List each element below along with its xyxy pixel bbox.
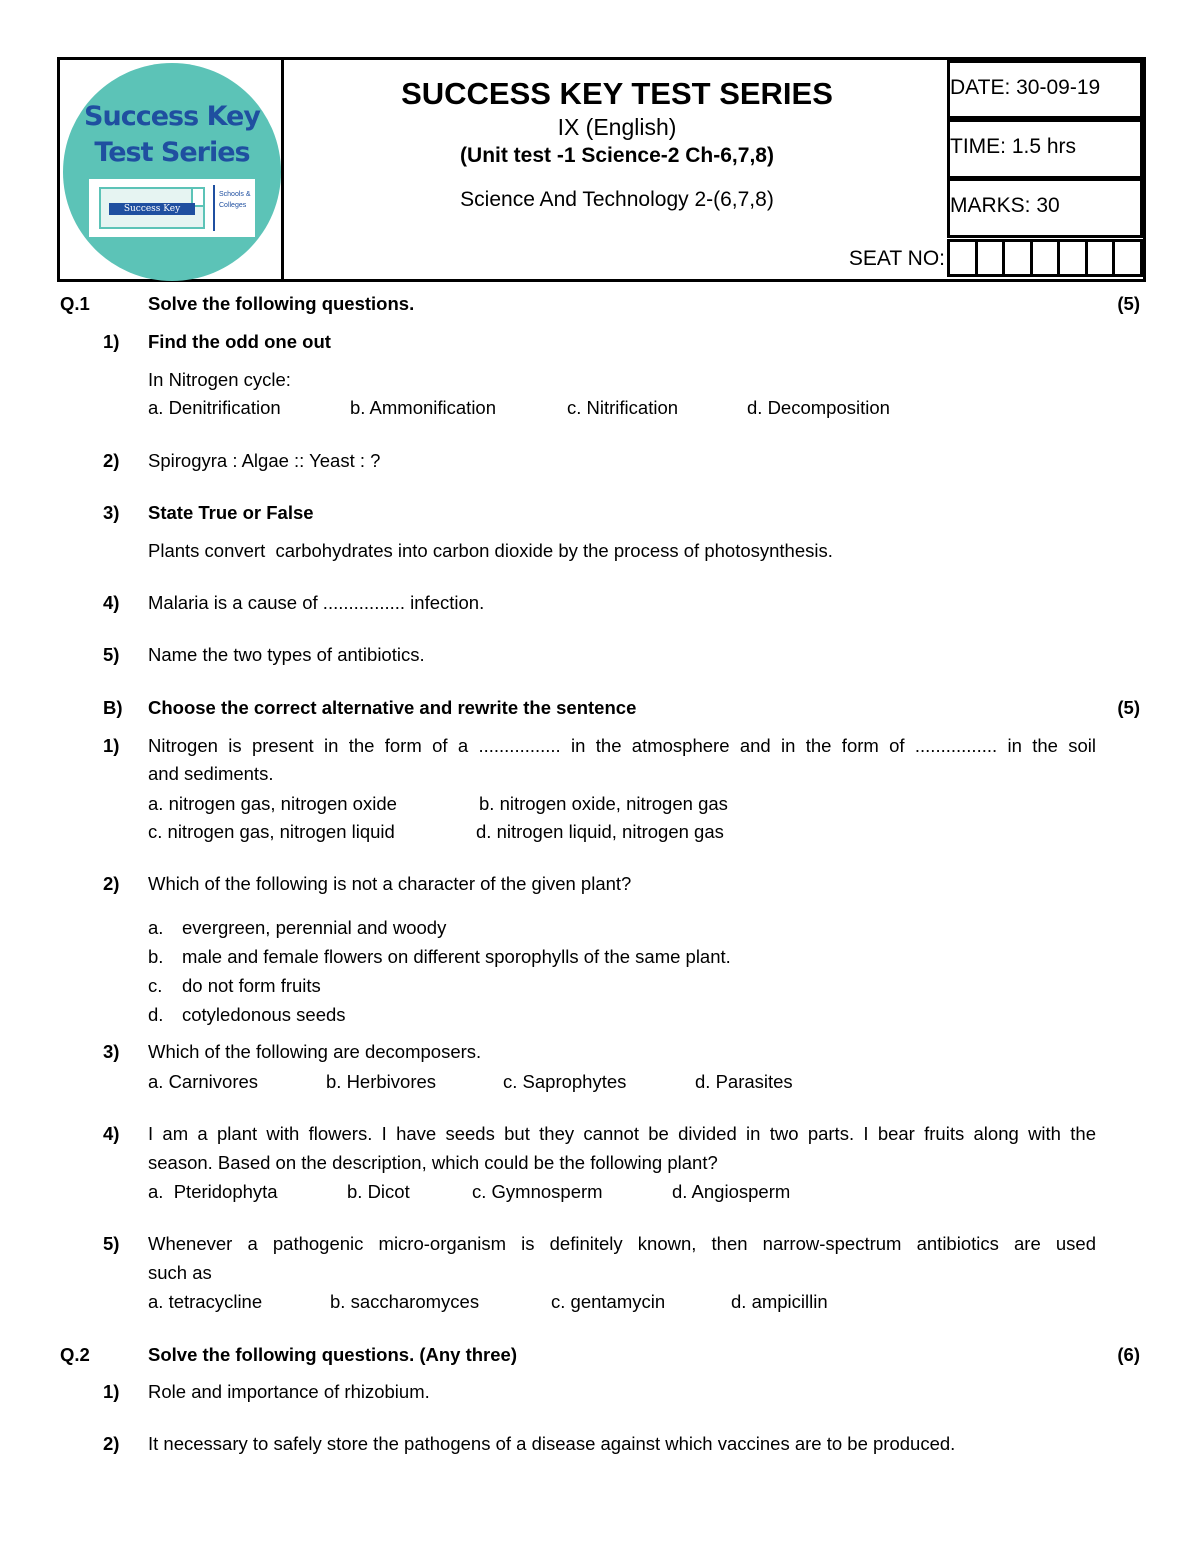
q1-3-num: 3) [103, 502, 120, 523]
logo [63, 63, 281, 281]
q1b-5-option-d: d. ampicillin [731, 1291, 828, 1312]
q1b-5-option-b: b. saccharomyces [330, 1291, 480, 1312]
q2-label: Q.2 [60, 1344, 90, 1365]
subject-title: Science And Technology 2-(6,7,8) [460, 188, 774, 211]
q1b-4-num: 4) [103, 1123, 120, 1144]
q1-1-option-b: b. Ammonification [350, 397, 497, 418]
seat-box [1115, 242, 1140, 274]
class-subtitle: IX (English) [557, 114, 677, 140]
logo-tag: Schools & Colleges [219, 191, 251, 209]
q1-5-num: 5) [103, 644, 120, 665]
q1-heading: Solve the following questions. [148, 293, 415, 314]
q1b-1-num: 1) [103, 735, 120, 756]
q1b-3-text: Which of the following are decomposers. [148, 1041, 482, 1062]
q1b-2-option-a-letter: a. [148, 917, 164, 938]
seat-box [1033, 242, 1061, 274]
q1-1-text: In Nitrogen cycle: [148, 369, 291, 390]
logo-cell [60, 60, 284, 279]
date-box: DATE: 30-09-19 [947, 60, 1143, 119]
q1b-2-num: 2) [103, 873, 120, 894]
q1b-2-option-a: evergreen, perennial and woody [182, 917, 447, 938]
seat-box [1088, 242, 1116, 274]
unit-title: (Unit test -1 Science-2 Ch-6,7,8) [460, 144, 774, 167]
q1b-4-option-b: b. Dicot [347, 1181, 410, 1202]
time-box: TIME: 1.5 hrs [947, 119, 1143, 179]
seat-box [978, 242, 1006, 274]
q1-2-num: 2) [103, 450, 120, 471]
q1b-5-option-a: a. tetracycline [148, 1291, 263, 1312]
q1b-2-option-c: do not form fruits [182, 975, 321, 996]
q1b-1-line2: and sediments. [148, 763, 274, 784]
q1b-1-line1: Nitrogen is present in the form of a ................ in the atmosphere and in the form of ................ in the soil [148, 735, 1096, 756]
seat-box [1060, 242, 1088, 274]
q1b-5-line2: such as [148, 1262, 212, 1283]
q1b-1-option-d: d. nitrogen liquid, nitrogen gas [476, 821, 724, 842]
q1b-2-option-b-letter: b. [148, 946, 164, 967]
q1b-2-option-d: cotyledonous seeds [182, 1004, 346, 1025]
seat-box [950, 242, 978, 274]
q1b-2-option-d-letter: d. [148, 1004, 164, 1025]
q1-1-option-d: d. Decomposition [747, 397, 890, 418]
q2-marks: (6) [1117, 1344, 1140, 1365]
q1b-4-option-d: d. Angiosperm [672, 1181, 791, 1202]
q1b-3-option-d: d. Parasites [695, 1071, 793, 1092]
q1b-4-option-a: a. Pteridophyta [148, 1181, 278, 1202]
q1-5-text: Name the two types of antibiotics. [148, 644, 425, 665]
q2-1-text: Role and importance of rhizobium. [148, 1381, 430, 1402]
q1-1-option-c: c. Nitrification [567, 397, 679, 418]
q2-heading: Solve the following questions. (Any three) [148, 1344, 517, 1365]
q1b-4-line1: I am a plant with flowers. I have seeds but they cannot be divided in two parts. I bear fruits along with the [148, 1123, 1096, 1144]
header-table [57, 57, 1146, 282]
q1b-1-option-a: a. nitrogen gas, nitrogen oxide [148, 793, 397, 814]
logo-line-1: Success Key [84, 101, 260, 132]
q1b-heading: Choose the correct alternative and rewrite the sentence [148, 697, 637, 718]
q2-1-num: 1) [103, 1381, 120, 1402]
q1b-2-option-b: male and female flowers on different sporophylls of the same plant. [182, 946, 731, 967]
q1b-4-line2: season. Based on the description, which could be the following plant? [148, 1152, 718, 1173]
q1b-label: B) [103, 697, 123, 718]
q1-3-title: State True or False [148, 502, 314, 523]
q1b-4-option-c: c. Gymnosperm [472, 1181, 603, 1202]
q1-4-num: 4) [103, 592, 120, 613]
info-cell [947, 60, 1143, 279]
q1b-3-option-b: b. Herbivores [326, 1071, 437, 1092]
q1-1-option-a: a. Denitrification [148, 397, 281, 418]
q1-1-num: 1) [103, 331, 120, 352]
q2-2-num: 2) [103, 1433, 120, 1454]
logo-banner: Success Key [123, 204, 181, 214]
q1b-marks: (5) [1117, 697, 1140, 718]
q1b-5-option-c: c. gentamycin [551, 1291, 666, 1312]
q1b-5-line1: Whenever a pathogenic micro-organism is definitely known, then narrow-spectrum antibiotics are used [148, 1233, 1096, 1254]
logo-line-2: Test Series [94, 137, 250, 168]
seat-box [1005, 242, 1033, 274]
q1b-2-text: Which of the following is not a character of the given plant? [148, 873, 632, 894]
q1b-1-option-b: b. nitrogen oxide, nitrogen gas [479, 793, 728, 814]
q1-4-text: Malaria is a cause of ................ infection. [148, 592, 485, 613]
q1b-2-option-c-letter: c. [148, 975, 163, 996]
seat-no-label: SEAT NO: [848, 247, 945, 270]
q1b-3-option-c: c. Saprophytes [503, 1071, 627, 1092]
q1b-5-num: 5) [103, 1233, 120, 1254]
q1-label: Q.1 [60, 293, 90, 314]
q1-3-text: Plants convert carbohydrates into carbon dioxide by the process of photosynthesis. [148, 540, 833, 561]
q1b-3-option-a: a. Carnivores [148, 1071, 259, 1092]
q1b-3-num: 3) [103, 1041, 120, 1062]
marks-box: MARKS: 30 [947, 178, 1143, 238]
q1-1-title: Find the odd one out [148, 331, 331, 352]
title-cell [287, 60, 947, 279]
seat-no-boxes [947, 239, 1143, 277]
q2-2-text: It necessary to safely store the pathogens of a disease against which vaccines are to be produced. [148, 1433, 956, 1454]
q1-marks: (5) [1117, 293, 1140, 314]
page-title: SUCCESS KEY TEST SERIES [401, 76, 833, 111]
q1-2-text: Spirogyra : Algae :: Yeast : ? [148, 450, 381, 471]
q1b-1-option-c: c. nitrogen gas, nitrogen liquid [148, 821, 395, 842]
logo-building-icon [89, 179, 255, 237]
